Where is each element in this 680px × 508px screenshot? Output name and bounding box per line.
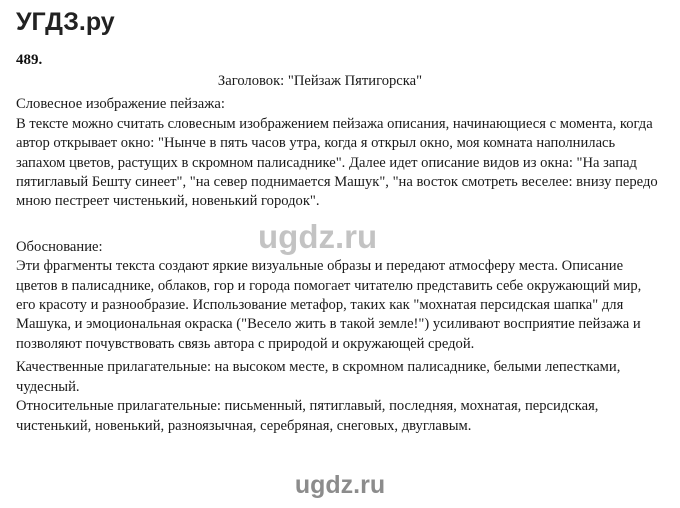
section-1-text: В тексте можно считать словесным изображением пейзажа описания, начинающиеся с момента, когда автор открывает окно: "Нынче в пять часов утра, когда я открыл окно, моя комната наполнилась запахом цветов, растущих в скромном палисаднике". Далее идет описание видов из окна: "На запад пятиглавый Бешту синеет", "на север поднимается Машук", "на восток смотреть веселее: внизу передо мною пестреет чистенький, новенький городок". (16, 115, 658, 210)
section-4-text: Относительные прилагательные: письменный, пятиглавый, последняя, мохнатая, персидская, чистенький, новенький, разноязычная, серебряная, снеговых, двуглавым. (16, 398, 599, 434)
answer-title: Заголовок: "Пейзаж Пятигорска" (217, 73, 423, 89)
section-3-text: Качественные прилагательные: на высоком месте, в скромном палисаднике, белыми лепестками, чудесный. (16, 359, 621, 395)
site-logo[interactable]: УГДЗ.ру (16, 8, 115, 36)
section-2-text: Эти фрагменты текста создают яркие визуальные образы и передают атмосферу места. Описание цветов в палисаднике, облаков, гор и города помогает читателю представить себе окружающий мир, его красоту и разнообразие. Использование метафор, таких как "мохнатая персидская шапка" для Машука, и эмоциональная окраска ("Весело жить в такой земле!") усиливают восприятие пейзажа и позволяют почувствовать связь автора с природой и окружающей средой. (16, 258, 642, 352)
task-content (16, 72, 664, 436)
watermark-middle: ugdz.ru (258, 218, 378, 255)
task-number: 489. (16, 52, 43, 68)
paragraph-spacer (16, 212, 664, 238)
watermark-bottom: ugdz.ru (294, 471, 386, 499)
section-2-heading: Обоснование: (16, 238, 103, 255)
section-1-heading: Словесное изображение пейзажа: (16, 96, 225, 113)
